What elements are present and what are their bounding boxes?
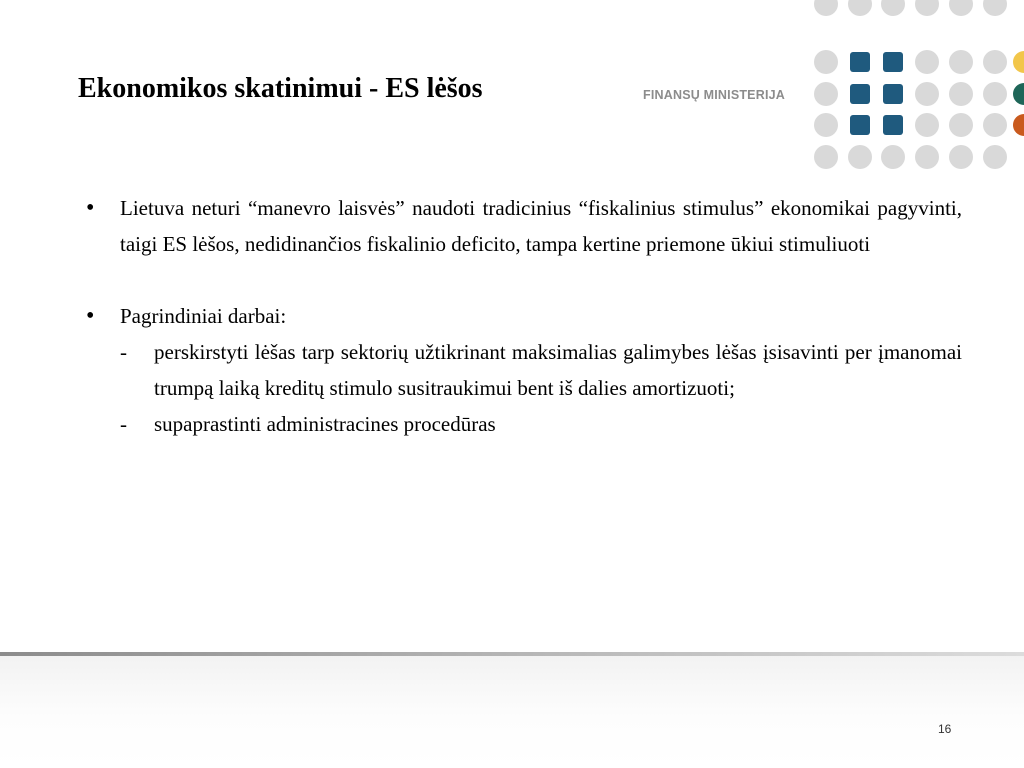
bullet-item [80, 298, 962, 334]
page-number: 16 [938, 722, 952, 736]
footer-divider [0, 652, 1024, 656]
dot [814, 82, 838, 106]
dot [850, 84, 870, 104]
dot [883, 115, 903, 135]
bullet-marker: • [86, 303, 95, 329]
dot [1013, 114, 1024, 136]
bullet-item [80, 190, 962, 262]
dot [949, 0, 973, 16]
dot [814, 0, 838, 16]
dot [983, 113, 1007, 137]
dot [814, 113, 838, 137]
dot [983, 82, 1007, 106]
dot [848, 0, 872, 16]
dot [949, 50, 973, 74]
bullet-marker: • [86, 195, 95, 221]
dot [850, 115, 870, 135]
dot [848, 145, 872, 169]
dash-marker: - [120, 412, 127, 436]
slide-title: Ekonomikos skatinimui - ES lėšos [78, 73, 483, 104]
dot [850, 52, 870, 72]
dot [1013, 51, 1024, 73]
sub-item-text: supaprastinti administracines procedūras [154, 412, 496, 436]
dot [915, 0, 939, 16]
spacer [80, 262, 962, 298]
dot [983, 50, 1007, 74]
sub-list-item [80, 406, 962, 442]
dot [983, 0, 1007, 16]
dot [883, 52, 903, 72]
bullet-text: Lietuva neturi “manevro laisvės” naudoti tradicinius “fiskalinius stimulus” ekonomikai pagyvinti, taigi ES lėšos, nedidinančios fiskalinio deficito, tampa kertine priemone ūkiui stimuliuoti [120, 196, 962, 256]
bullet-text: Pagrindiniai darbai: [120, 304, 287, 328]
dot [814, 50, 838, 74]
dot [949, 82, 973, 106]
footer-band [0, 654, 1024, 768]
dot [915, 50, 939, 74]
ministry-logo: FINANSŲ MINISTERIJA [643, 88, 786, 102]
dot [949, 145, 973, 169]
dash-marker: - [120, 340, 127, 364]
dot [881, 0, 905, 16]
dot [1013, 83, 1024, 105]
dot [983, 145, 1007, 169]
dot [814, 145, 838, 169]
dot [915, 145, 939, 169]
sub-item-text: perskirstyti lėšas tarp sektorių užtikrinant maksimalias galimybes lėšas įsisavinti per įmanomai trumpą laiką kreditų stimulo susitraukimui bent iš dalies amortizuoti; [154, 340, 962, 400]
dot [881, 145, 905, 169]
dot [915, 113, 939, 137]
dot [883, 84, 903, 104]
dot [915, 82, 939, 106]
slide-content [80, 190, 962, 442]
sub-list-item [80, 334, 962, 406]
dot [949, 113, 973, 137]
